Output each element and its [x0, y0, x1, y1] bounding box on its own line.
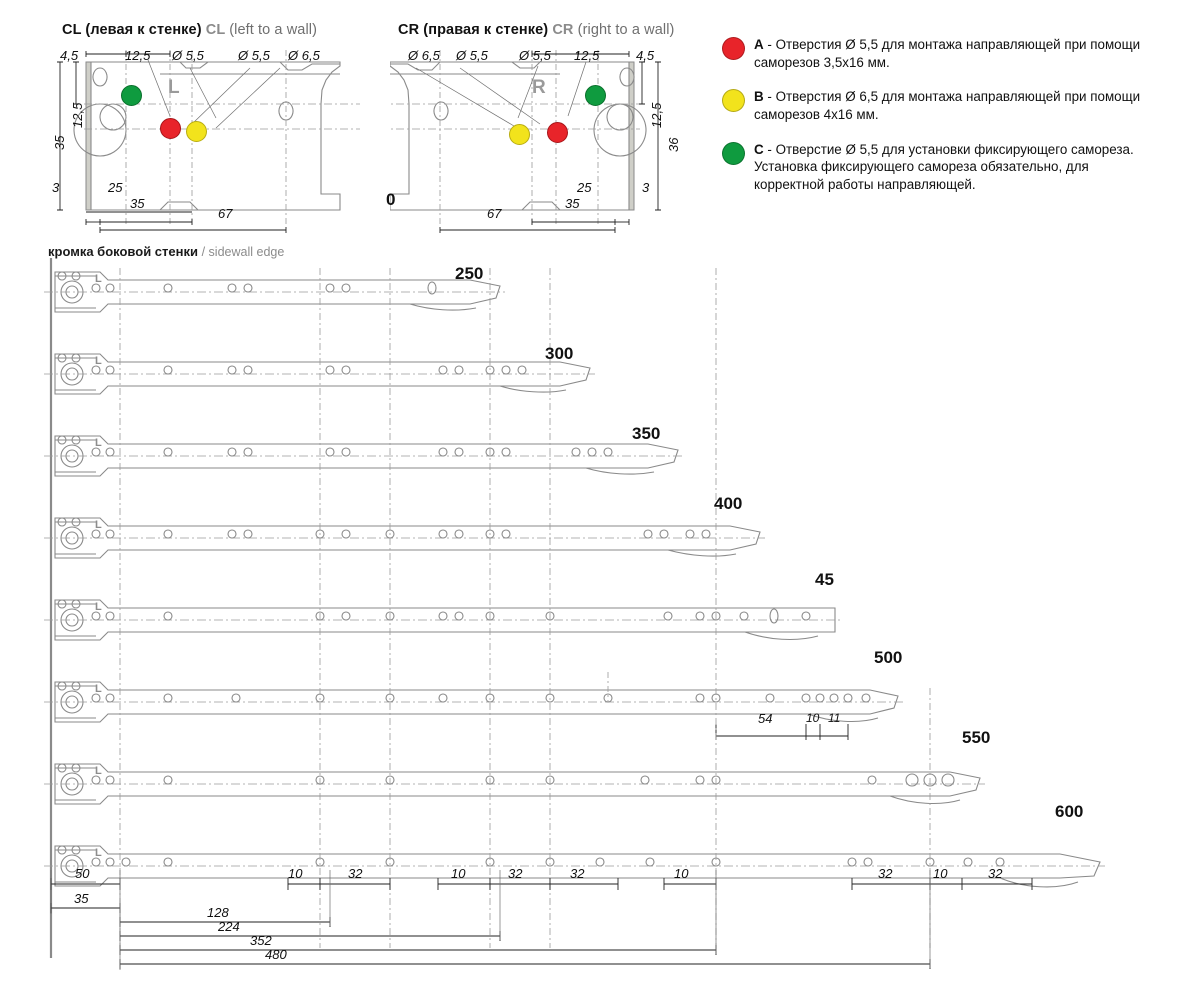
rail-300: [44, 354, 595, 394]
rail-350: [44, 436, 683, 476]
dim-stack-352: 352: [250, 933, 272, 948]
dim-left-12-5-top: 12,5: [125, 48, 151, 63]
dim-500-11: 11: [828, 711, 841, 725]
heading-cr-en: (right to a wall): [577, 22, 675, 38]
rail-mark-L-350: L: [95, 437, 102, 449]
legend-dot-yellow: [722, 89, 745, 112]
rail-mark-L-300: L: [95, 355, 102, 367]
heading-cr-ru: (правая к стенке): [423, 22, 549, 38]
legend-key-a: A: [754, 37, 764, 52]
rail-mark-L-45: L: [95, 601, 102, 613]
rail-500: [44, 672, 903, 740]
rail-label-550: 550: [962, 728, 991, 747]
hole-marker-yellow-left: [186, 121, 207, 142]
dim-right-hole-5-5-a: Ø 5,5: [456, 48, 488, 63]
dim-right-12-5-v: 12,5: [649, 102, 664, 128]
legend: [722, 36, 1154, 211]
label-left-L: L: [168, 77, 180, 98]
heading-sidewall-en: / sidewall edge: [201, 245, 285, 259]
dim-right-3: 3: [642, 180, 650, 195]
heading-cl: [62, 22, 317, 38]
dim-bottom-32-b: 32: [508, 866, 523, 881]
dim-right-25: 25: [577, 180, 592, 195]
dim-right-hole-5-5-b: Ø 5,5: [519, 48, 551, 63]
dim-left-hole-6-5: Ø 6,5: [288, 48, 320, 63]
heading-cl-ru: (левая к стенке): [85, 22, 202, 38]
legend-dot-red: [722, 37, 745, 60]
dim-left-hole-5-5-top: Ø 5,5: [172, 48, 204, 63]
rail-250: [44, 272, 505, 312]
rail-length-diagrams: [0, 258, 1200, 958]
dim-bottom-50: 50: [75, 866, 90, 881]
dim-bottom-32-c: 32: [570, 866, 585, 881]
dim-left-4-5: 4,5: [60, 48, 79, 63]
hole-marker-red-right: [547, 122, 568, 143]
dim-right-12-5: 12,5: [574, 48, 600, 63]
label-zero: 0: [386, 190, 396, 209]
dim-stack-480: 480: [265, 947, 287, 962]
dim-right-35: 35: [565, 196, 580, 211]
rail-400: [44, 518, 765, 558]
dim-bottom-10-b: 10: [451, 866, 466, 881]
label-right-R: R: [532, 77, 546, 98]
dim-right-4-5: 4,5: [636, 48, 655, 63]
dim-bottom-10-c: 10: [674, 866, 689, 881]
legend-key-b: B: [754, 89, 764, 105]
heading-cl-code-en: CL: [205, 22, 226, 38]
legend-text-a: - Отверстия Ø 5,5 для монтажа направляющей при помощи саморезов 3,5x16 мм.: [754, 37, 1141, 70]
rail-label-300: 300: [545, 344, 574, 363]
rail-label-350: 350: [632, 424, 661, 443]
detail-drawing-right: [390, 44, 690, 234]
dim-bottom-32-d: 32: [878, 866, 893, 881]
rail-mark-L-550: L: [95, 765, 102, 777]
dim-left-3: 3: [52, 180, 60, 195]
hole-marker-green-left: [121, 85, 142, 106]
detail-drawing-left: [40, 44, 370, 234]
heading-cl-en: (left to a wall): [229, 22, 318, 38]
rail-550: [44, 764, 985, 804]
legend-text-b: - Отверстия Ø 6,5 для монтажа направляющей при помощи саморезов 4x16 мм.: [754, 89, 1141, 123]
dim-right-67: 67: [487, 206, 502, 221]
dim-stack-128: 128: [207, 905, 229, 920]
legend-dot-green: [722, 142, 745, 165]
dim-right-hole-6-5: Ø 6,5: [408, 48, 440, 63]
rail-label-45: 45: [815, 570, 834, 589]
dim-bottom-10-a: 10: [288, 866, 303, 881]
heading-cr-code-en: CR: [552, 22, 574, 38]
dim-500-54: 54: [758, 711, 773, 726]
heading-cr-code: CR: [398, 22, 420, 38]
dim-left-67: 67: [218, 206, 233, 221]
rail-label-600: 600: [1055, 802, 1084, 821]
rail-label-250: 250: [455, 264, 484, 283]
dim-left-35: 35: [52, 135, 67, 150]
rail-mark-L-600: L: [95, 847, 102, 859]
rail-mark-L-250: L: [95, 273, 102, 285]
heading-sidewall: [48, 244, 284, 259]
dim-left-35-h: 35: [130, 196, 145, 211]
legend-item-b: [722, 88, 1154, 123]
legend-key-c: C: [754, 141, 764, 157]
rail-label-500: 500: [874, 648, 903, 667]
dim-bottom-32-a: 32: [348, 866, 363, 881]
dim-stack-224: 224: [218, 919, 240, 934]
legend-text-c: - Отверстие Ø 5,5 для установки фиксирующего самореза. Установка фиксирующего самореза обязательно, для корректной работы направляющей.: [754, 141, 1134, 193]
hole-marker-yellow-right: [509, 124, 530, 145]
heading-cr: [398, 22, 674, 38]
legend-item-c: [722, 141, 1154, 194]
dim-left-hole-5-5: Ø 5,5: [238, 48, 270, 63]
dim-left-25: 25: [108, 180, 123, 195]
dim-500-10: 10: [806, 711, 820, 725]
dim-stack-35: 35: [74, 891, 89, 906]
hole-marker-green-right: [585, 85, 606, 106]
heading-sidewall-ru: кромка боковой стенки: [48, 244, 198, 259]
legend-item-a: [722, 36, 1154, 71]
rail-45: [44, 600, 840, 640]
dim-bottom-32-e: 32: [988, 866, 1003, 881]
dim-left-12-5: 12,5: [70, 102, 85, 128]
rail-mark-L-500: L: [95, 683, 102, 695]
rail-label-400: 400: [714, 494, 743, 513]
heading-cl-code: CL: [62, 22, 82, 38]
rail-mark-L-400: L: [95, 519, 102, 531]
dim-bottom-10-d: 10: [933, 866, 948, 881]
bottom-dimension-chains: [0, 862, 1200, 982]
hole-marker-red-left: [160, 118, 181, 139]
dim-right-36: 36: [666, 137, 681, 152]
